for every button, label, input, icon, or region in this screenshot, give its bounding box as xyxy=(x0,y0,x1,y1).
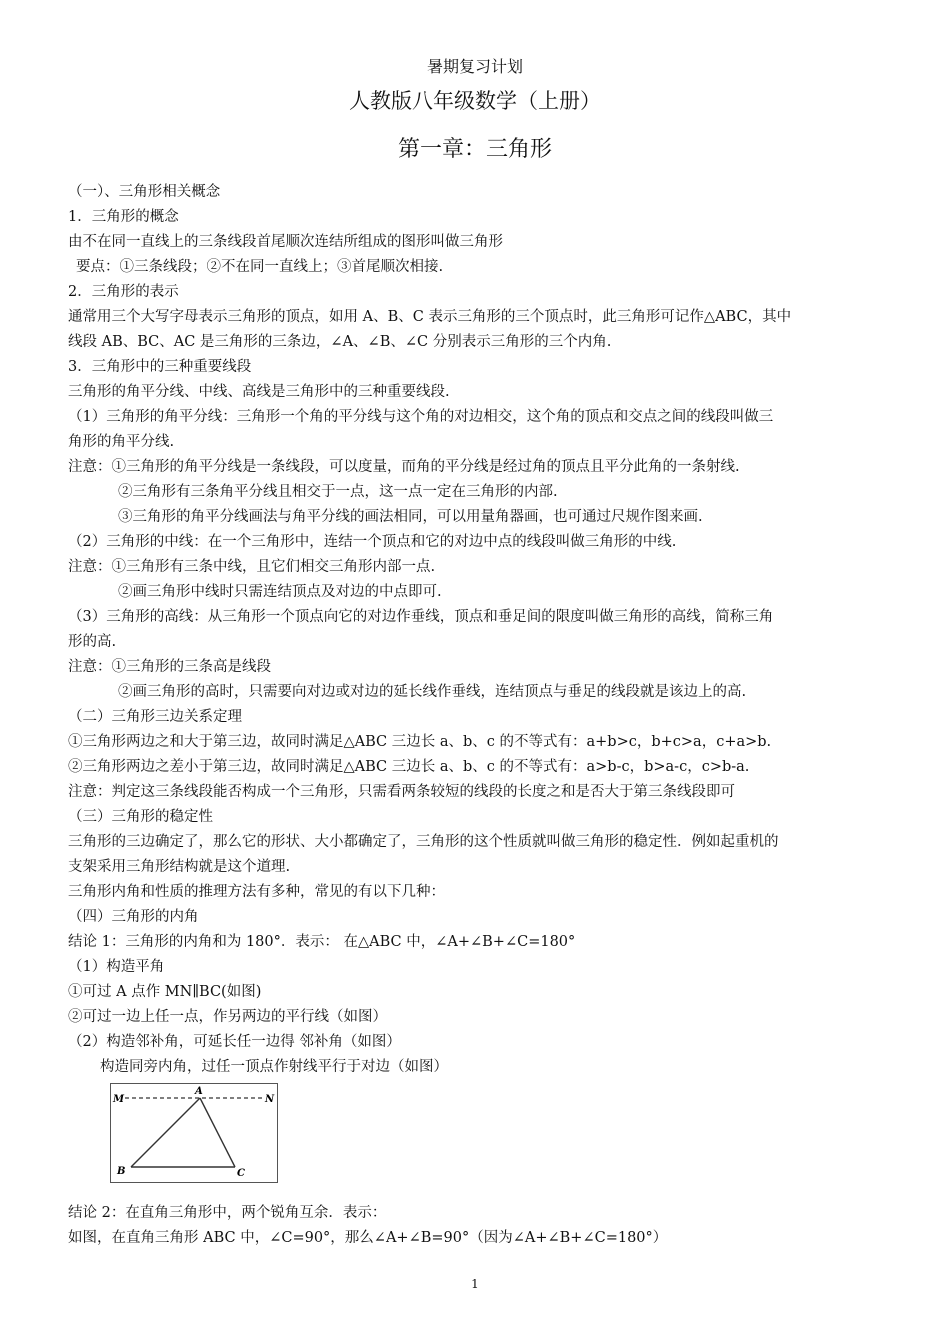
paragraph-line: 三角形内角和性质的推理方法有多种，常见的有以下几种： xyxy=(68,884,445,900)
paragraph-line: 三角形的角平分线、中线、高线是三角形中的三种重要线段. xyxy=(68,384,450,400)
vertex-label-b: B xyxy=(117,1166,126,1177)
section-heading: （四）三角形的内角 xyxy=(68,909,199,925)
triangle-figure xyxy=(110,1083,278,1183)
paragraph-line: （1）构造平角 xyxy=(68,959,165,975)
note-line: 注意：①三角形有三条中线，且它们相交三角形内部一点. xyxy=(68,559,436,575)
point-label-m: M xyxy=(113,1094,125,1105)
subheading: 2．三角形的表示 xyxy=(68,284,179,300)
paragraph-line: （2）构造邻补角，可延长任一边得 邻补角（如图） xyxy=(68,1034,401,1050)
plan-title: 暑期复习计划 xyxy=(426,57,523,76)
note-line: ②三角形有三条角平分线且相交于一点，这一点一定在三角形的内部. xyxy=(118,484,558,500)
note-line: 注意：判定这三条线段能否构成一个三角形，只需看两条较短的线段的长度之和是否大于第三条线段即可 xyxy=(68,784,735,800)
paragraph-line: （2）三角形的中线：在一个三角形中，连结一个顶点和它的对边中点的线段叫做三角形的中线. xyxy=(68,534,677,550)
paragraph-line: 结论 1：三角形的内角和为 180°．表示： 在△ABC 中，∠A+∠B+∠C=180° xyxy=(68,934,576,950)
triangle-diagram xyxy=(111,1084,277,1182)
paragraph-line: 要点：①三条线段；②不在同一直线上；③首尾顺次相接. xyxy=(76,259,444,275)
paragraph-line: （1）三角形的角平分线：三角形一个角的平分线与这个角的对边相交，这个角的顶点和交点之间的线段叫做三 xyxy=(68,409,774,425)
paragraph-line: ②三角形两边之差小于第三边，故同时满足△ABC 三边长 a、b、c 的不等式有：a>b-c，b>a-c，c>b-a. xyxy=(68,759,750,775)
vertex-label-c: C xyxy=(237,1168,245,1179)
book-title: 人教版八年级数学（上册） xyxy=(349,89,601,113)
paragraph-line: 角形的角平分线. xyxy=(68,434,175,450)
subheading: 3．三角形中的三种重要线段 xyxy=(68,359,252,375)
section-heading: （一）、三角形相关概念 xyxy=(68,184,221,200)
paragraph-line: 线段 AB、BC、AC 是三角形的三条边，∠A、∠B、∠C 分别表示三角形的三个内角. xyxy=(68,334,612,350)
side-ac xyxy=(200,1098,235,1167)
paragraph-line: ①可过 A 点作 MN∥BC(如图) xyxy=(68,984,262,1000)
paragraph-line: 支架采用三角形结构就是这个道理. xyxy=(68,859,291,875)
paragraph-line: ①三角形两边之和大于第三边，故同时满足△ABC 三边长 a、b、c 的不等式有：a+b>c，b+c>a，c+a>b. xyxy=(68,734,772,750)
side-ab xyxy=(131,1098,200,1167)
note-line: 注意：①三角形的角平分线是一条线段，可以度量，而角的平分线是经过角的顶点且平分此角的一条射线. xyxy=(68,459,740,475)
chapter-title: 第一章：三角形 xyxy=(397,137,552,162)
note-line: ③三角形的角平分线画法与角平分线的画法相同，可以用量角器画，也可通过尺规作图来画. xyxy=(118,509,703,525)
paragraph-line: 构造同旁内角，过任一顶点作射线平行于对边（如图） xyxy=(100,1059,448,1075)
note-line: ②画三角形中线时只需连结顶点及对边的中点即可. xyxy=(118,584,442,600)
paragraph-line: 通常用三个大写字母表示三角形的顶点，如用 A、B、C 表示三角形的三个顶点时，此三角形可记作△ABC，其中 xyxy=(68,309,792,325)
paragraph-line: 由不在同一直线上的三条线段首尾顺次连结所组成的图形叫做三角形 xyxy=(68,234,503,250)
paragraph-line: 形的高. xyxy=(68,634,117,650)
paragraph-line: 如图，在直角三角形 ABC 中，∠C=90°，那么∠A+∠B=90°（因为∠A+∠B+∠C=180°） xyxy=(68,1230,668,1246)
paragraph-line: 结论 2：在直角三角形中，两个锐角互余．表示： xyxy=(68,1205,387,1221)
section-heading: （三）三角形的稳定性 xyxy=(68,809,213,825)
note-line: 注意：①三角形的三条高是线段 xyxy=(68,659,271,675)
paragraph-line: （3）三角形的高线：从三角形一个顶点向它的对边作垂线，顶点和垂足间的限度叫做三角形的高线，简称三角 xyxy=(68,609,774,625)
subheading: 1．三角形的概念 xyxy=(68,209,179,225)
paragraph-line: 三角形的三边确定了，那么它的形状、大小都确定了，三角形的这个性质就叫做三角形的稳定性．例如起重机的 xyxy=(68,834,779,850)
section-heading: （二）三角形三边关系定理 xyxy=(68,709,242,725)
page-number: 1 xyxy=(471,1277,479,1291)
vertex-label-a: A xyxy=(195,1086,203,1097)
point-label-n: N xyxy=(265,1094,275,1105)
note-line: ②画三角形的高时，只需要向对边或对边的延长线作垂线，连结顶点与垂足的线段就是该边上的高. xyxy=(118,684,747,700)
paragraph-line: ②可过一边上任一点，作另两边的平行线（如图） xyxy=(68,1009,387,1025)
